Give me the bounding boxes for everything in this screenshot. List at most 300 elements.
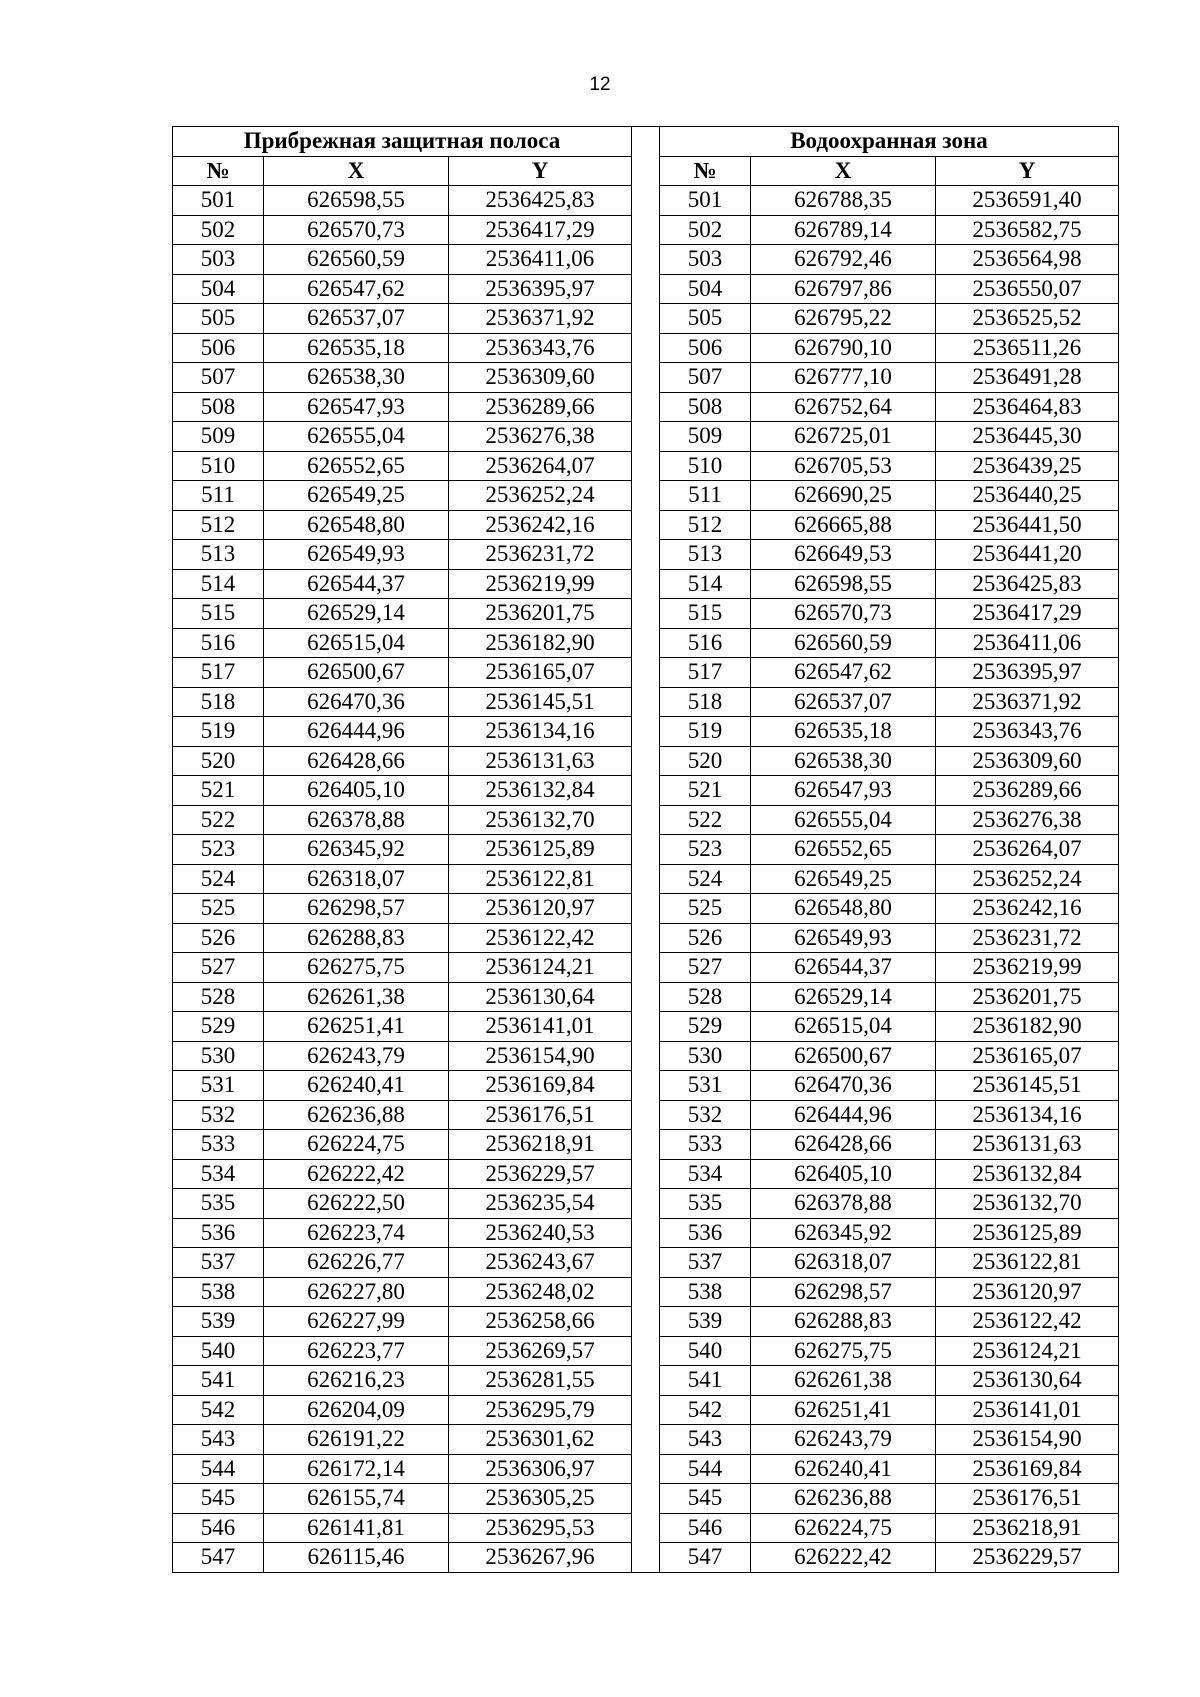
column-gap — [632, 1513, 660, 1543]
right-y-cell: 2536182,90 — [936, 1012, 1119, 1042]
table-row — [173, 1513, 1119, 1543]
left-number-cell: 544 — [173, 1454, 264, 1484]
left-y-cell: 2536252,24 — [449, 481, 632, 511]
right-number-cell: 529 — [660, 1012, 751, 1042]
table-row — [173, 1484, 1119, 1514]
left-y-cell: 2536145,51 — [449, 687, 632, 717]
left-y-cell: 2536229,57 — [449, 1159, 632, 1189]
right-x-cell: 626470,36 — [751, 1071, 936, 1101]
left-y-cell: 2536343,76 — [449, 333, 632, 363]
table-row — [173, 481, 1119, 511]
left-x-cell: 626226,77 — [264, 1248, 449, 1278]
left-x-cell: 626547,62 — [264, 274, 449, 304]
right-x-cell: 626275,75 — [751, 1336, 936, 1366]
table-row — [173, 864, 1119, 894]
left-number-cell: 533 — [173, 1130, 264, 1160]
right-number-cell: 506 — [660, 333, 751, 363]
right-x-cell: 626529,14 — [751, 982, 936, 1012]
right-y-cell: 2536441,20 — [936, 540, 1119, 570]
right-y-cell: 2536491,28 — [936, 363, 1119, 393]
right-x-cell: 626224,75 — [751, 1513, 936, 1543]
column-gap — [632, 953, 660, 983]
right-x-cell: 626560,59 — [751, 628, 936, 658]
right-x-cell: 626788,35 — [751, 186, 936, 216]
right-x-cell: 626318,07 — [751, 1248, 936, 1278]
right-x-cell: 626649,53 — [751, 540, 936, 570]
right-number-cell: 504 — [660, 274, 751, 304]
right-number-cell: 547 — [660, 1543, 751, 1573]
column-gap — [632, 835, 660, 865]
right-number-cell: 512 — [660, 510, 751, 540]
left-x-cell: 626222,42 — [264, 1159, 449, 1189]
column-gap — [632, 1218, 660, 1248]
table-row — [173, 540, 1119, 570]
right-y-cell: 2536582,75 — [936, 215, 1119, 245]
left-x-cell: 626251,41 — [264, 1012, 449, 1042]
left-x-cell: 626500,67 — [264, 658, 449, 688]
right-y-cell: 2536132,84 — [936, 1159, 1119, 1189]
left-header-y: Y — [449, 156, 632, 186]
right-x-cell: 626345,92 — [751, 1218, 936, 1248]
column-gap — [632, 1425, 660, 1455]
right-x-cell: 626725,01 — [751, 422, 936, 452]
right-number-cell: 508 — [660, 392, 751, 422]
right-number-cell: 518 — [660, 687, 751, 717]
table-row — [173, 628, 1119, 658]
right-number-cell: 520 — [660, 746, 751, 776]
right-x-cell: 626515,04 — [751, 1012, 936, 1042]
left-x-cell: 626547,93 — [264, 392, 449, 422]
right-number-cell: 533 — [660, 1130, 751, 1160]
right-number-cell: 523 — [660, 835, 751, 865]
right-y-cell: 2536550,07 — [936, 274, 1119, 304]
coordinates-table — [172, 126, 1119, 1573]
table-row — [173, 1307, 1119, 1337]
table-row — [173, 894, 1119, 924]
column-gap — [632, 1484, 660, 1514]
right-y-cell: 2536122,42 — [936, 1307, 1119, 1337]
column-gap — [632, 304, 660, 334]
right-x-cell: 626222,42 — [751, 1543, 936, 1573]
right-x-cell: 626777,10 — [751, 363, 936, 393]
right-y-cell: 2536231,72 — [936, 923, 1119, 953]
left-number-cell: 509 — [173, 422, 264, 452]
right-number-cell: 541 — [660, 1366, 751, 1396]
page-number: 12 — [589, 74, 611, 95]
right-y-cell: 2536122,81 — [936, 1248, 1119, 1278]
left-number-cell: 522 — [173, 805, 264, 835]
left-number-cell: 545 — [173, 1484, 264, 1514]
right-x-cell: 626444,96 — [751, 1100, 936, 1130]
column-gap — [632, 1395, 660, 1425]
left-y-cell: 2536154,90 — [449, 1041, 632, 1071]
left-number-cell: 511 — [173, 481, 264, 511]
left-number-cell: 529 — [173, 1012, 264, 1042]
column-gap — [632, 156, 660, 186]
right-x-cell: 626378,88 — [751, 1189, 936, 1219]
left-y-cell: 2536120,97 — [449, 894, 632, 924]
left-y-cell: 2536267,96 — [449, 1543, 632, 1573]
column-gap — [632, 127, 660, 157]
right-y-cell: 2536165,07 — [936, 1041, 1119, 1071]
right-y-cell: 2536425,83 — [936, 569, 1119, 599]
left-y-cell: 2536231,72 — [449, 540, 632, 570]
column-gap — [632, 1189, 660, 1219]
right-number-cell: 537 — [660, 1248, 751, 1278]
right-x-cell: 626547,93 — [751, 776, 936, 806]
right-y-cell: 2536309,60 — [936, 746, 1119, 776]
left-y-cell: 2536371,92 — [449, 304, 632, 334]
right-number-cell: 546 — [660, 1513, 751, 1543]
left-number-cell: 547 — [173, 1543, 264, 1573]
left-x-cell: 626548,80 — [264, 510, 449, 540]
left-y-cell: 2536417,29 — [449, 215, 632, 245]
left-x-cell: 626115,46 — [264, 1543, 449, 1573]
left-x-cell: 626204,09 — [264, 1395, 449, 1425]
left-number-cell: 526 — [173, 923, 264, 953]
column-gap — [632, 510, 660, 540]
right-x-cell: 626236,88 — [751, 1484, 936, 1514]
left-number-cell: 502 — [173, 215, 264, 245]
right-y-cell: 2536252,24 — [936, 864, 1119, 894]
left-y-cell: 2536124,21 — [449, 953, 632, 983]
table-row — [173, 687, 1119, 717]
table-row — [173, 717, 1119, 747]
right-number-cell: 516 — [660, 628, 751, 658]
left-number-cell: 514 — [173, 569, 264, 599]
table-row — [173, 304, 1119, 334]
table-row — [173, 776, 1119, 806]
left-y-cell: 2536306,97 — [449, 1454, 632, 1484]
left-number-cell: 515 — [173, 599, 264, 629]
left-number-cell: 520 — [173, 746, 264, 776]
right-number-cell: 535 — [660, 1189, 751, 1219]
table-row — [173, 1395, 1119, 1425]
right-x-cell: 626795,22 — [751, 304, 936, 334]
left-number-cell: 535 — [173, 1189, 264, 1219]
column-gap — [632, 245, 660, 275]
right-number-cell: 502 — [660, 215, 751, 245]
left-x-cell: 626155,74 — [264, 1484, 449, 1514]
column-gap — [632, 333, 660, 363]
left-number-cell: 512 — [173, 510, 264, 540]
left-number-cell: 516 — [173, 628, 264, 658]
left-x-cell: 626544,37 — [264, 569, 449, 599]
table-row — [173, 658, 1119, 688]
right-number-cell: 545 — [660, 1484, 751, 1514]
left-number-cell: 537 — [173, 1248, 264, 1278]
right-x-cell: 626538,30 — [751, 746, 936, 776]
left-x-cell: 626598,55 — [264, 186, 449, 216]
left-number-cell: 507 — [173, 363, 264, 393]
left-y-cell: 2536411,06 — [449, 245, 632, 275]
column-gap — [632, 569, 660, 599]
left-y-cell: 2536130,64 — [449, 982, 632, 1012]
right-number-cell: 527 — [660, 953, 751, 983]
left-number-cell: 534 — [173, 1159, 264, 1189]
right-number-cell: 505 — [660, 304, 751, 334]
table-row — [173, 982, 1119, 1012]
left-x-cell: 626444,96 — [264, 717, 449, 747]
column-gap — [632, 422, 660, 452]
right-y-cell: 2536131,63 — [936, 1130, 1119, 1160]
right-y-cell: 2536132,70 — [936, 1189, 1119, 1219]
column-gap — [632, 1543, 660, 1573]
table-row — [173, 1454, 1119, 1484]
left-y-cell: 2536276,38 — [449, 422, 632, 452]
right-x-cell: 626598,55 — [751, 569, 936, 599]
left-y-cell: 2536182,90 — [449, 628, 632, 658]
right-x-cell: 626797,86 — [751, 274, 936, 304]
column-gap — [632, 923, 660, 953]
left-y-cell: 2536218,91 — [449, 1130, 632, 1160]
right-header-y: Y — [936, 156, 1119, 186]
table-row — [173, 510, 1119, 540]
left-x-cell: 626405,10 — [264, 776, 449, 806]
table-row — [173, 1425, 1119, 1455]
right-number-cell: 544 — [660, 1454, 751, 1484]
left-y-cell: 2536289,66 — [449, 392, 632, 422]
column-gap — [632, 864, 660, 894]
left-number-cell: 528 — [173, 982, 264, 1012]
left-number-cell: 543 — [173, 1425, 264, 1455]
table-row — [173, 953, 1119, 983]
right-y-cell: 2536564,98 — [936, 245, 1119, 275]
left-y-cell: 2536132,84 — [449, 776, 632, 806]
right-y-cell: 2536343,76 — [936, 717, 1119, 747]
left-number-cell: 527 — [173, 953, 264, 983]
column-gap — [632, 1248, 660, 1278]
right-x-cell: 626535,18 — [751, 717, 936, 747]
right-y-cell: 2536371,92 — [936, 687, 1119, 717]
left-number-cell: 523 — [173, 835, 264, 865]
left-y-cell: 2536201,75 — [449, 599, 632, 629]
table-row — [173, 923, 1119, 953]
left-number-cell: 524 — [173, 864, 264, 894]
left-number-cell: 517 — [173, 658, 264, 688]
left-y-cell: 2536176,51 — [449, 1100, 632, 1130]
left-x-cell: 626216,23 — [264, 1366, 449, 1396]
right-x-cell: 626752,64 — [751, 392, 936, 422]
table-row — [173, 805, 1119, 835]
table-row — [173, 1366, 1119, 1396]
column-header-row — [173, 156, 1119, 186]
right-x-cell: 626240,41 — [751, 1454, 936, 1484]
right-y-cell: 2536440,25 — [936, 481, 1119, 511]
column-gap — [632, 392, 660, 422]
right-y-cell: 2536169,84 — [936, 1454, 1119, 1484]
right-number-cell: 540 — [660, 1336, 751, 1366]
left-number-cell: 508 — [173, 392, 264, 422]
left-number-cell: 542 — [173, 1395, 264, 1425]
section-title-row — [173, 127, 1119, 157]
right-number-cell: 514 — [660, 569, 751, 599]
left-y-cell: 2536219,99 — [449, 569, 632, 599]
column-gap — [632, 274, 660, 304]
right-y-cell: 2536120,97 — [936, 1277, 1119, 1307]
right-x-cell: 626789,14 — [751, 215, 936, 245]
left-x-cell: 626227,80 — [264, 1277, 449, 1307]
left-y-cell: 2536122,42 — [449, 923, 632, 953]
left-x-cell: 626222,50 — [264, 1189, 449, 1219]
table-row — [173, 1041, 1119, 1071]
left-y-cell: 2536132,70 — [449, 805, 632, 835]
table-row — [173, 422, 1119, 452]
right-number-cell: 509 — [660, 422, 751, 452]
column-gap — [632, 451, 660, 481]
left-x-cell: 626552,65 — [264, 451, 449, 481]
table-row — [173, 1130, 1119, 1160]
left-y-cell: 2536165,07 — [449, 658, 632, 688]
right-x-cell: 626570,73 — [751, 599, 936, 629]
right-header-number: № — [660, 156, 751, 186]
left-number-cell: 532 — [173, 1100, 264, 1130]
right-y-cell: 2536441,50 — [936, 510, 1119, 540]
column-gap — [632, 1336, 660, 1366]
left-number-cell: 506 — [173, 333, 264, 363]
table-row — [173, 1277, 1119, 1307]
right-x-cell: 626405,10 — [751, 1159, 936, 1189]
left-y-cell: 2536240,53 — [449, 1218, 632, 1248]
left-y-cell: 2536235,54 — [449, 1189, 632, 1219]
left-number-cell: 503 — [173, 245, 264, 275]
right-y-cell: 2536289,66 — [936, 776, 1119, 806]
left-x-cell: 626549,25 — [264, 481, 449, 511]
right-number-cell: 511 — [660, 481, 751, 511]
right-y-cell: 2536124,21 — [936, 1336, 1119, 1366]
left-x-cell: 626191,22 — [264, 1425, 449, 1455]
left-x-cell: 626223,74 — [264, 1218, 449, 1248]
table-row — [173, 599, 1119, 629]
left-x-cell: 626345,92 — [264, 835, 449, 865]
column-gap — [632, 540, 660, 570]
right-number-cell: 521 — [660, 776, 751, 806]
column-gap — [632, 982, 660, 1012]
left-number-cell: 518 — [173, 687, 264, 717]
left-x-cell: 626538,30 — [264, 363, 449, 393]
left-section-title: Прибрежная защитная полоса — [173, 127, 632, 157]
left-number-cell: 530 — [173, 1041, 264, 1071]
column-gap — [632, 1012, 660, 1042]
column-gap — [632, 894, 660, 924]
table-row — [173, 245, 1119, 275]
column-gap — [632, 481, 660, 511]
right-x-cell: 626544,37 — [751, 953, 936, 983]
left-header-x: X — [264, 156, 449, 186]
table-row — [173, 1159, 1119, 1189]
left-x-cell: 626535,18 — [264, 333, 449, 363]
right-x-cell: 626500,67 — [751, 1041, 936, 1071]
left-x-cell: 626470,36 — [264, 687, 449, 717]
right-y-cell: 2536145,51 — [936, 1071, 1119, 1101]
right-number-cell: 519 — [660, 717, 751, 747]
column-gap — [632, 215, 660, 245]
left-x-cell: 626318,07 — [264, 864, 449, 894]
left-x-cell: 626515,04 — [264, 628, 449, 658]
column-gap — [632, 717, 660, 747]
left-number-cell: 546 — [173, 1513, 264, 1543]
right-number-cell: 528 — [660, 982, 751, 1012]
column-gap — [632, 1307, 660, 1337]
column-gap — [632, 599, 660, 629]
right-number-cell: 515 — [660, 599, 751, 629]
left-x-cell: 626243,79 — [264, 1041, 449, 1071]
left-x-cell: 626529,14 — [264, 599, 449, 629]
right-number-cell: 526 — [660, 923, 751, 953]
right-y-cell: 2536511,26 — [936, 333, 1119, 363]
right-y-cell: 2536219,99 — [936, 953, 1119, 983]
right-number-cell: 536 — [660, 1218, 751, 1248]
left-x-cell: 626240,41 — [264, 1071, 449, 1101]
table-row — [173, 1248, 1119, 1278]
left-x-cell: 626172,14 — [264, 1454, 449, 1484]
table-row — [173, 274, 1119, 304]
left-y-cell: 2536425,83 — [449, 186, 632, 216]
column-gap — [632, 746, 660, 776]
left-y-cell: 2536169,84 — [449, 1071, 632, 1101]
right-y-cell: 2536525,52 — [936, 304, 1119, 334]
column-gap — [632, 776, 660, 806]
left-y-cell: 2536242,16 — [449, 510, 632, 540]
right-y-cell: 2536276,38 — [936, 805, 1119, 835]
left-y-cell: 2536243,67 — [449, 1248, 632, 1278]
right-y-cell: 2536411,06 — [936, 628, 1119, 658]
right-y-cell: 2536242,16 — [936, 894, 1119, 924]
right-y-cell: 2536125,89 — [936, 1218, 1119, 1248]
right-x-cell: 626549,93 — [751, 923, 936, 953]
right-y-cell: 2536218,91 — [936, 1513, 1119, 1543]
right-x-cell: 626552,65 — [751, 835, 936, 865]
right-number-cell: 510 — [660, 451, 751, 481]
table-row — [173, 451, 1119, 481]
right-number-cell: 522 — [660, 805, 751, 835]
right-x-cell: 626243,79 — [751, 1425, 936, 1455]
left-number-cell: 505 — [173, 304, 264, 334]
left-x-cell: 626560,59 — [264, 245, 449, 275]
right-x-cell: 626690,25 — [751, 481, 936, 511]
left-number-cell: 521 — [173, 776, 264, 806]
column-gap — [632, 628, 660, 658]
table-body — [173, 186, 1119, 1573]
left-header-number: № — [173, 156, 264, 186]
left-number-cell: 531 — [173, 1071, 264, 1101]
right-x-cell: 626288,83 — [751, 1307, 936, 1337]
table-row — [173, 1543, 1119, 1573]
right-y-cell: 2536201,75 — [936, 982, 1119, 1012]
right-y-cell: 2536439,25 — [936, 451, 1119, 481]
left-x-cell: 626549,93 — [264, 540, 449, 570]
right-y-cell: 2536229,57 — [936, 1543, 1119, 1573]
right-number-cell: 525 — [660, 894, 751, 924]
column-gap — [632, 1159, 660, 1189]
column-gap — [632, 1041, 660, 1071]
left-y-cell: 2536305,25 — [449, 1484, 632, 1514]
left-y-cell: 2536295,53 — [449, 1513, 632, 1543]
right-y-cell: 2536141,01 — [936, 1395, 1119, 1425]
right-y-cell: 2536591,40 — [936, 186, 1119, 216]
table-row — [173, 215, 1119, 245]
right-y-cell: 2536154,90 — [936, 1425, 1119, 1455]
left-x-cell: 626537,07 — [264, 304, 449, 334]
column-gap — [632, 1454, 660, 1484]
right-x-cell: 626792,46 — [751, 245, 936, 275]
right-number-cell: 539 — [660, 1307, 751, 1337]
table-row — [173, 392, 1119, 422]
left-y-cell: 2536122,81 — [449, 864, 632, 894]
left-x-cell: 626261,38 — [264, 982, 449, 1012]
right-x-cell: 626428,66 — [751, 1130, 936, 1160]
right-x-cell: 626548,80 — [751, 894, 936, 924]
